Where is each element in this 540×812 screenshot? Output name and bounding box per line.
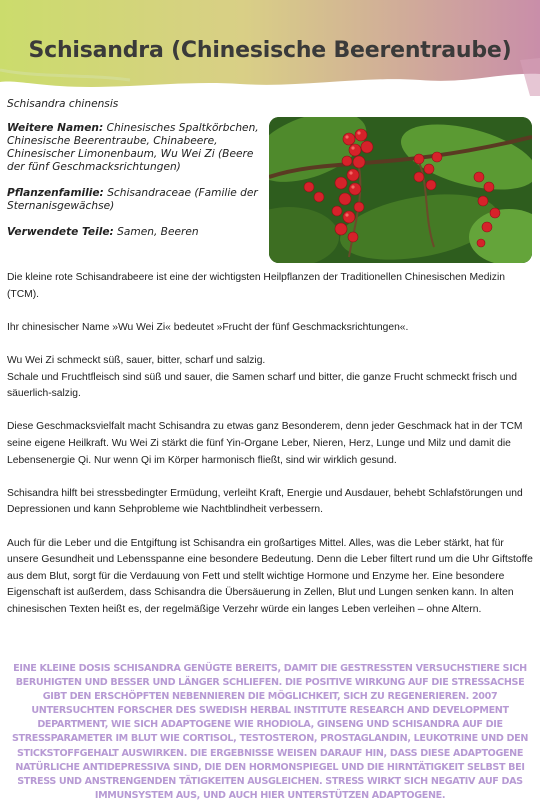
paragraph-3-line-1: Wu Wei Zi schmeckt süß, sauer, bitter, scharf und salzig. [7, 354, 266, 366]
page-title: Schisandra (Chinesische Beerentraube) [28, 38, 512, 63]
other-names-value: Chinesisches Spaltkörbchen, Chinesische Beerentraube, Chinabeere, Chinesischer Limonenbaum, Wu Wei Zi (Beere der fünf Geschmacksrichtungen) [7, 122, 259, 173]
paragraph-3-line-2: Schale und Fruchtfleisch sind süß und sauer, die Samen scharf und bitter, die ganze Frucht schmeckt frisch und säuerlich-salzig. [7, 371, 517, 400]
other-names-label: Weitere Namen: [7, 122, 104, 134]
scientific-name: Schisandra chinensis [7, 98, 119, 110]
paragraph-4: Diese Geschmacksvielfalt macht Schisandra zu etwas ganz Besonderem, denn jeder Geschmack hat in der TCM seine eigene Heilkraft. Wu Wei Zi stärkt die fünf Yin-Organe Leber, Nieren, Herz, Lunge und Milz und damit die Lebensenergie Qi. Nur wenn Qi im Körper harmonisch fließt, sind wir wirklich gesund. [7, 421, 523, 466]
intro-block [7, 98, 269, 239]
plant-family [7, 187, 269, 213]
other-names [7, 122, 269, 174]
schisandra-berries-photo [269, 117, 532, 263]
paragraph-2: Ihr chinesischer Name »Wu Wei Zi« bedeutet »Frucht der fünf Geschmacksrichtungen«. [7, 321, 409, 333]
paragraph-1: Die kleine rote Schisandrabeere ist eine der wichtigsten Heilpflanzen der Traditionellen Chinesischen Medizin (TCM). [7, 272, 505, 300]
paragraph-3 [7, 353, 533, 403]
highlight-quote: EINE KLEINE DOSIS SCHISANDRA GENÜGTE BEREITS, DAMIT DIE GESTRESSTEN VERSUCHSTIERE SICH BERUHIGTEN UND BESSER UND LÄNGER SCHLIEFEN. DIE POSITIVE WIRKUNG AUF DIE STRESSACHSE GIBT DEN ERSCHÖPFTEN NEBENNIEREN DIE MÖGLICHKEIT, SICH ZU REGENERIEREN. 2007 UNTERSUCHTEN FORSCHER DES SWEDISH HERBAL INSTITUTE RESEARCH AND DEVELOPMENT DEPARTMENT, WIE SICH ADAPTOGENE WIE RHODIOLA, GINSENG UND SCHISANDRA AUF DIE STRESSPARAMETER IM BLUT WIE CORTISOL, TESTOSTERON, PROSTAGLANDIN, LEUKOTRINE UND DEN STICKSTOFFGEHALT AUSWIRKEN. DIE ERGEBNISSE WEISEN DARAUF HIN, DASS DIESE ADAPTOGENE NATÜRLICHE ANTIDEPRESSIVA SIND, DIE DEN HORMONSPIEGEL UND DIE HIRNTÄTIGKEIT SELBST BEI STRESS UND ANSTRENGENDEN TÄTIGKEITEN AUSGLEICHEN. STRESS WIRKT SICH NEGATIV AUF DAS IMMUNSYSTEM AUS, UND AUCH HIER UNTERSTÜTZEN ADAPTOGENE. [11, 663, 529, 801]
article-body [7, 270, 533, 635]
paragraph-6: Auch für die Leber und die Entgiftung ist Schisandra ein großartiges Mittel. Alles, was die Leber stärkt, hat für unsere Gesundheit und Lebensspanne eine besondere Bedeutung. Denn die Leber filtert rund um die Uhr Giftstoffe aus dem Blut, sorgt für die Verdauung von Fett und stellt wichtige Hormone und Enzyme her. Eine besondere Eigenschaft ist außerdem, dass Schisandra die Übersäuerung in Zellen, Blut und Lungen senken kann. In alten chinesischen Texten heißt es, der regelmäßige Verzehr würde ein langes Leben verleihen – ohne Altern. [7, 537, 533, 615]
used-parts-value: Samen, Beeren [117, 226, 199, 238]
plant-family-label: Pflanzenfamilie: [7, 187, 104, 199]
used-parts [7, 226, 269, 239]
paragraph-5: Schisandra hilft bei stressbedingter Ermüdung, verleiht Kraft, Energie und Ausdauer, behebt Schlafstörungen und Depressionen und kann Sehprobleme wie Nachtblindheit verbessern. [7, 487, 523, 516]
plant-family-value: Schisandraceae (Familie der Sternanisgewächse) [7, 187, 258, 212]
used-parts-label: Verwendete Teile: [7, 226, 114, 238]
